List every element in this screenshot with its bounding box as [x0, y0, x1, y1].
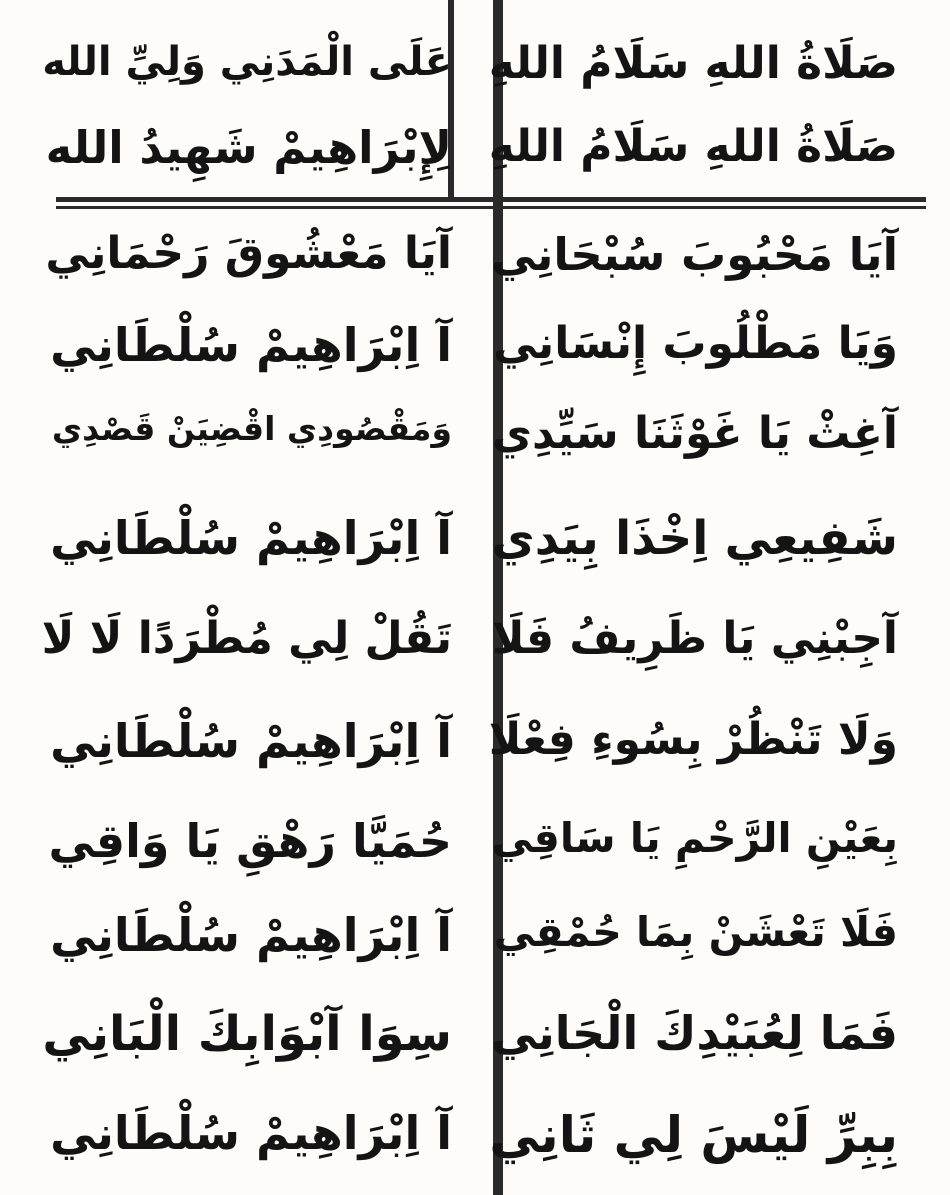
verse-7-left: حُمَيَّا رَهْقِ يَا وَاقِي: [48, 814, 452, 868]
verse-8-left: آ اِبْرَاهِيمْ سُلْطَانِي: [50, 908, 452, 962]
verse-6-right: وَلَا تَنْظُرْ بِسُوءِ فِعْلَا: [488, 714, 898, 765]
verse-4-left: آ اِبْرَاهِيمْ سُلْطَانِي: [50, 511, 452, 565]
verse-9-left: سِوَا آبْوَابِكَ الْبَانِي: [42, 1006, 452, 1062]
verse-3-left: وَمَقْصُودِي اقْضِيَنْ قَصْدِي: [51, 409, 452, 448]
verse-4-right: شَفِيعِي اِخْذَا بِيَدِي: [491, 511, 898, 566]
verse-5-left: تَقُلْ لِي مُطْرَدًا لَا لَا: [41, 613, 452, 664]
verse-1-right: آيَا مَحْبُوبَ سُبْحَانِي: [490, 228, 898, 281]
verse-2-left: آ اِبْرَاهِيمْ سُلْطَانِي: [50, 318, 452, 372]
verse-6-left: آ اِبْرَاهِيمْ سُلْطَانِي: [50, 714, 452, 768]
verse-10-left: آ اِبْرَاهِيمْ سُلْطَانِي: [50, 1106, 452, 1160]
verse-10-right: بِبِرِّ لَيْسَ لِي ثَانِي: [489, 1106, 898, 1164]
header-right-line-1: صَلَاةُ اللهِ سَلَامُ اللهِ: [488, 38, 898, 89]
header-rule-thick: [56, 197, 926, 202]
header-right-line-2: صَلَاةُ اللهِ سَلَامُ اللهِ: [488, 121, 898, 172]
verse-9-right: فَمَا لِعُبَيْدِكَ الْجَانِي: [490, 1006, 898, 1060]
header-left-line-1: عَلَى الْمَدَنِي وَلِيِّ الله: [42, 39, 452, 85]
header-rule-thin: [56, 206, 926, 209]
verse-1-left: آيَا مَعْشُوقَ رَحْمَانِي: [45, 228, 452, 279]
verse-5-right: آجِبْنِي يَا ظَرِيفُ فَلَا: [491, 613, 898, 664]
verse-7-right: بِعَيْنِ الرَّحْمِ يَا سَاقِي: [491, 814, 898, 862]
header-left-line-2: لِإِبْرَاهِيمْ شَهِيدُ الله: [45, 121, 452, 174]
verse-2-right: وَيَا مَطْلُوبَ إِنْسَانِي: [493, 318, 898, 369]
verse-3-right: آغِثْ يَا غَوْثَنَا سَيِّدِي: [491, 408, 898, 459]
verse-8-right: فَلَا تَعْشَنْ بِمَا حُمْقِي: [493, 908, 898, 956]
